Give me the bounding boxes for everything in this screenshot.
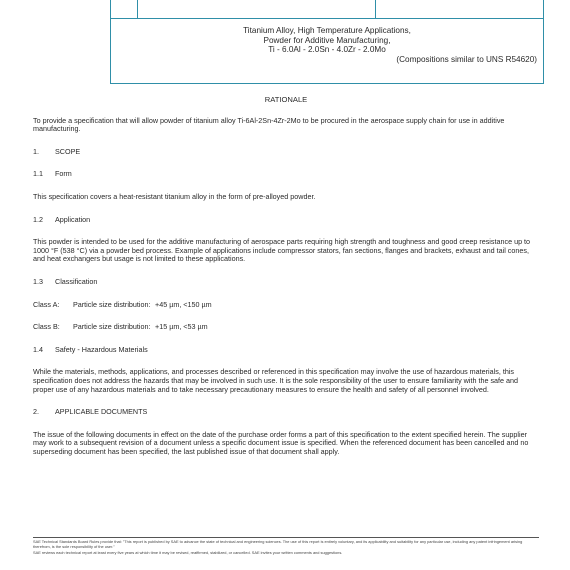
section-title: Application [55,214,91,224]
form-text: This specification covers a heat-resistant titanium alloy in the form of pre-alloyed powder. [33,191,316,201]
composition-note: (Compositions similar to UNS R54620) [396,54,537,64]
section-application-heading [33,216,539,225]
header-divider [137,0,138,18]
document-title [111,26,543,64]
section-scope-heading [33,148,539,157]
footer-text-2: SAE reviews each technical report at least every five years at which time it may be revised, reaffirmed, stabilized, or cancelled. SAE invites your written comments and suggestions. [33,550,343,556]
section-number: 1.2 [33,214,43,224]
rationale-heading: RATIONALE [264,95,308,104]
section-title: Safety - Hazardous Materials [55,344,148,354]
section-title: Form [55,169,72,179]
footer-text-1: SAE Technical Standards Board Rules provide that: "This report is published by SAE to advance the state of technical and engineering sciences. The use of this report is entirely voluntary, and its applicability and suitability for any particular use, including any patent infringement arising therefrom, is the sole responsibility of the user." [33,539,523,549]
header-top-row [111,0,543,19]
title-line-3: Ti - 6.0Al - 2.0Sn - 4.0Zr - 2.0Mo [268,45,386,55]
section-number: 1.3 [33,276,43,286]
document-footer [33,540,539,558]
class-b-row [33,323,539,332]
section-title: Classification [55,276,98,286]
class-value: +45 µm, <150 µm [155,299,212,309]
class-name: Class B: [33,322,60,332]
section-number: 2. [33,407,39,417]
title-line-1: Titanium Alloy, High Temperature Applications, [243,26,411,35]
footer-divider [33,537,539,538]
class-label: Particle size distribution: [73,299,151,309]
application-text: This powder is intended to be used for the additive manufacturing of aerospace parts requiring high strength and toughness and good creep resistance up to 1000 °F (538 °C) via a powder bed process. Example of applications include compressor stators, fan sections, flanges and brackets, exhaust and tail cones, and heat exchangers but usage is not limited to these applications. [33,237,531,264]
applicable-documents-text: The issue of the following documents in effect on the date of the purchase order forms a part of this specification to the extent specified herein. The supplier may work to a subsequent revision of a document unless a specific document issue is specified. When the referenced document has been cancelled and no superseding document has been specified, the last published issue of that document shall apply. [33,429,529,456]
document-header-box [110,0,544,84]
rationale-text: To provide a specification that will allow powder of titanium alloy Ti-6Al-2Sn-4Zr-2Mo to be procured in the aerospace supply chain for use in additive manufacturing. [33,115,505,134]
header-divider [375,0,376,18]
section-number: 1. [33,146,39,156]
safety-text: While the materials, methods, applications, and processes described or referenced in this specification may involve the use of hazardous materials, this specification does not address the hazards that may be involved in such use. It is the sole responsibility of the user to ensure familiarity with the safe and proper use of any hazardous materials and to take necessary precautionary measures to ensure the health and safety of all personnel involved. [33,367,519,394]
document-body [33,96,539,470]
section-applicable-documents-heading [33,408,539,417]
class-name: Class A: [33,299,60,309]
section-title: APPLICABLE DOCUMENTS [55,407,148,417]
section-safety-heading [33,346,539,355]
title-line-2: Powder for Additive Manufacturing, [263,35,391,45]
section-form-heading [33,170,539,179]
section-title: SCOPE [55,146,81,156]
section-number: 1.4 [33,344,43,354]
section-classification-heading [33,278,539,287]
section-number: 1.1 [33,169,43,179]
class-a-row [33,301,539,310]
class-value: +15 µm, <53 µm [155,322,208,332]
class-label: Particle size distribution: [73,322,151,332]
